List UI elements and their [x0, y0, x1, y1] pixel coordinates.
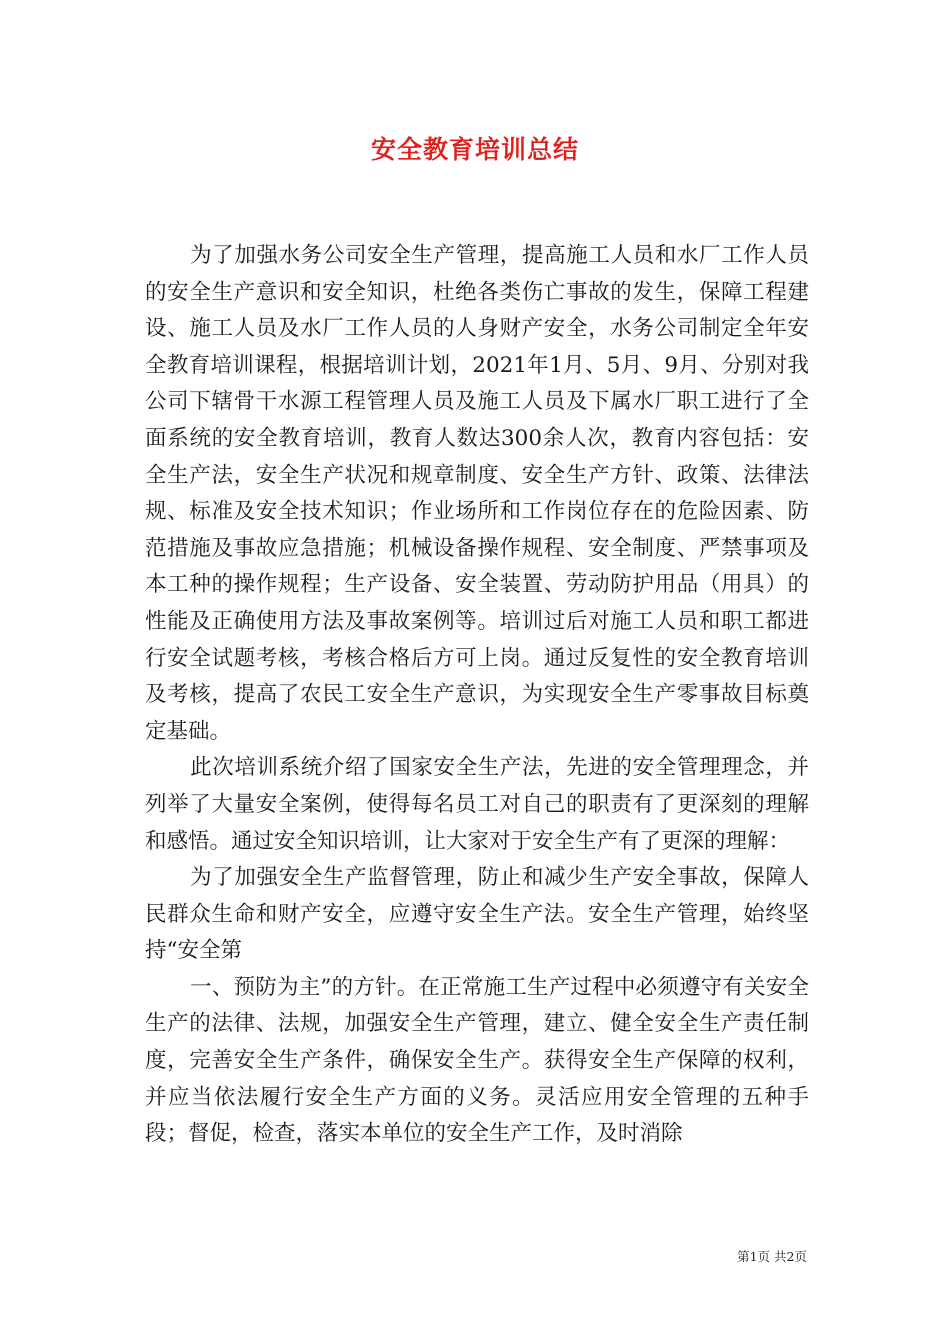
document-title: 安全教育培训总结	[370, 135, 579, 164]
paragraph-3: 为了加强安全生产监督管理，防止和减少生产安全事故，保障人民群众生命和财产安全，应遵守安全生产法。安全生产管理，始终坚持“安全第	[145, 865, 809, 964]
page-number: 第1页 共2页	[737, 1249, 807, 1264]
document-body	[145, 238, 809, 1153]
paragraph-4: 一、预防为主”的方针。在正常施工生产过程中必须遵守有关安全生产的法律、法规，加强安全生产管理，建立、健全安全生产责任制度，完善安全生产条件，确保安全生产。获得安全生产保障的权利，并应当依法履行安全生产方面的义务。灵活应用安全管理的五种手段；督促，检查，落实本单位的安全生产工作，及时消除	[145, 974, 809, 1147]
paragraph-2: 此次培训系统介绍了国家安全生产法，先进的安全管理理念，并列举了大量安全案例，使得每名员工对自己的职责有了更深刻的理解和感悟。通过安全知识培训，让大家对于安全生产有了更深的理解：	[145, 755, 809, 854]
paragraph-1: 为了加强水务公司安全生产管理，提高施工人员和水厂工作人员的安全生产意识和安全知识，杜绝各类伤亡事故的发生，保障工程建设、施工人员及水厂工作人员的人身财产安全，水务公司制定全年安全教育培训课程，根据培训计划，2021年1月、5月、9月、分别对我公司下辖骨干水源工程管理人员及施工人员及下属水厂职工进行了全面系统的安全教育培训，教育人数达300余人次，教育内容包括：安全生产法，安全生产状况和规章制度、安全生产方针、政策、法律法规、标准及安全技术知识；作业场所和工作岗位存在的危险因素、防范措施及事故应急措施；机械设备操作规程、安全制度、严禁事项及本工种的操作规程；生产设备、安全装置、劳动防护用品（用具）的性能及正确使用方法及事故案例等。培训过后对施工人员和职工都进行安全试题考核，考核合格后方可上岗。通过反复性的安全教育培训及考核，提高了农民工安全生产意识，为实现安全生产零事故目标奠定基础。	[145, 243, 809, 744]
